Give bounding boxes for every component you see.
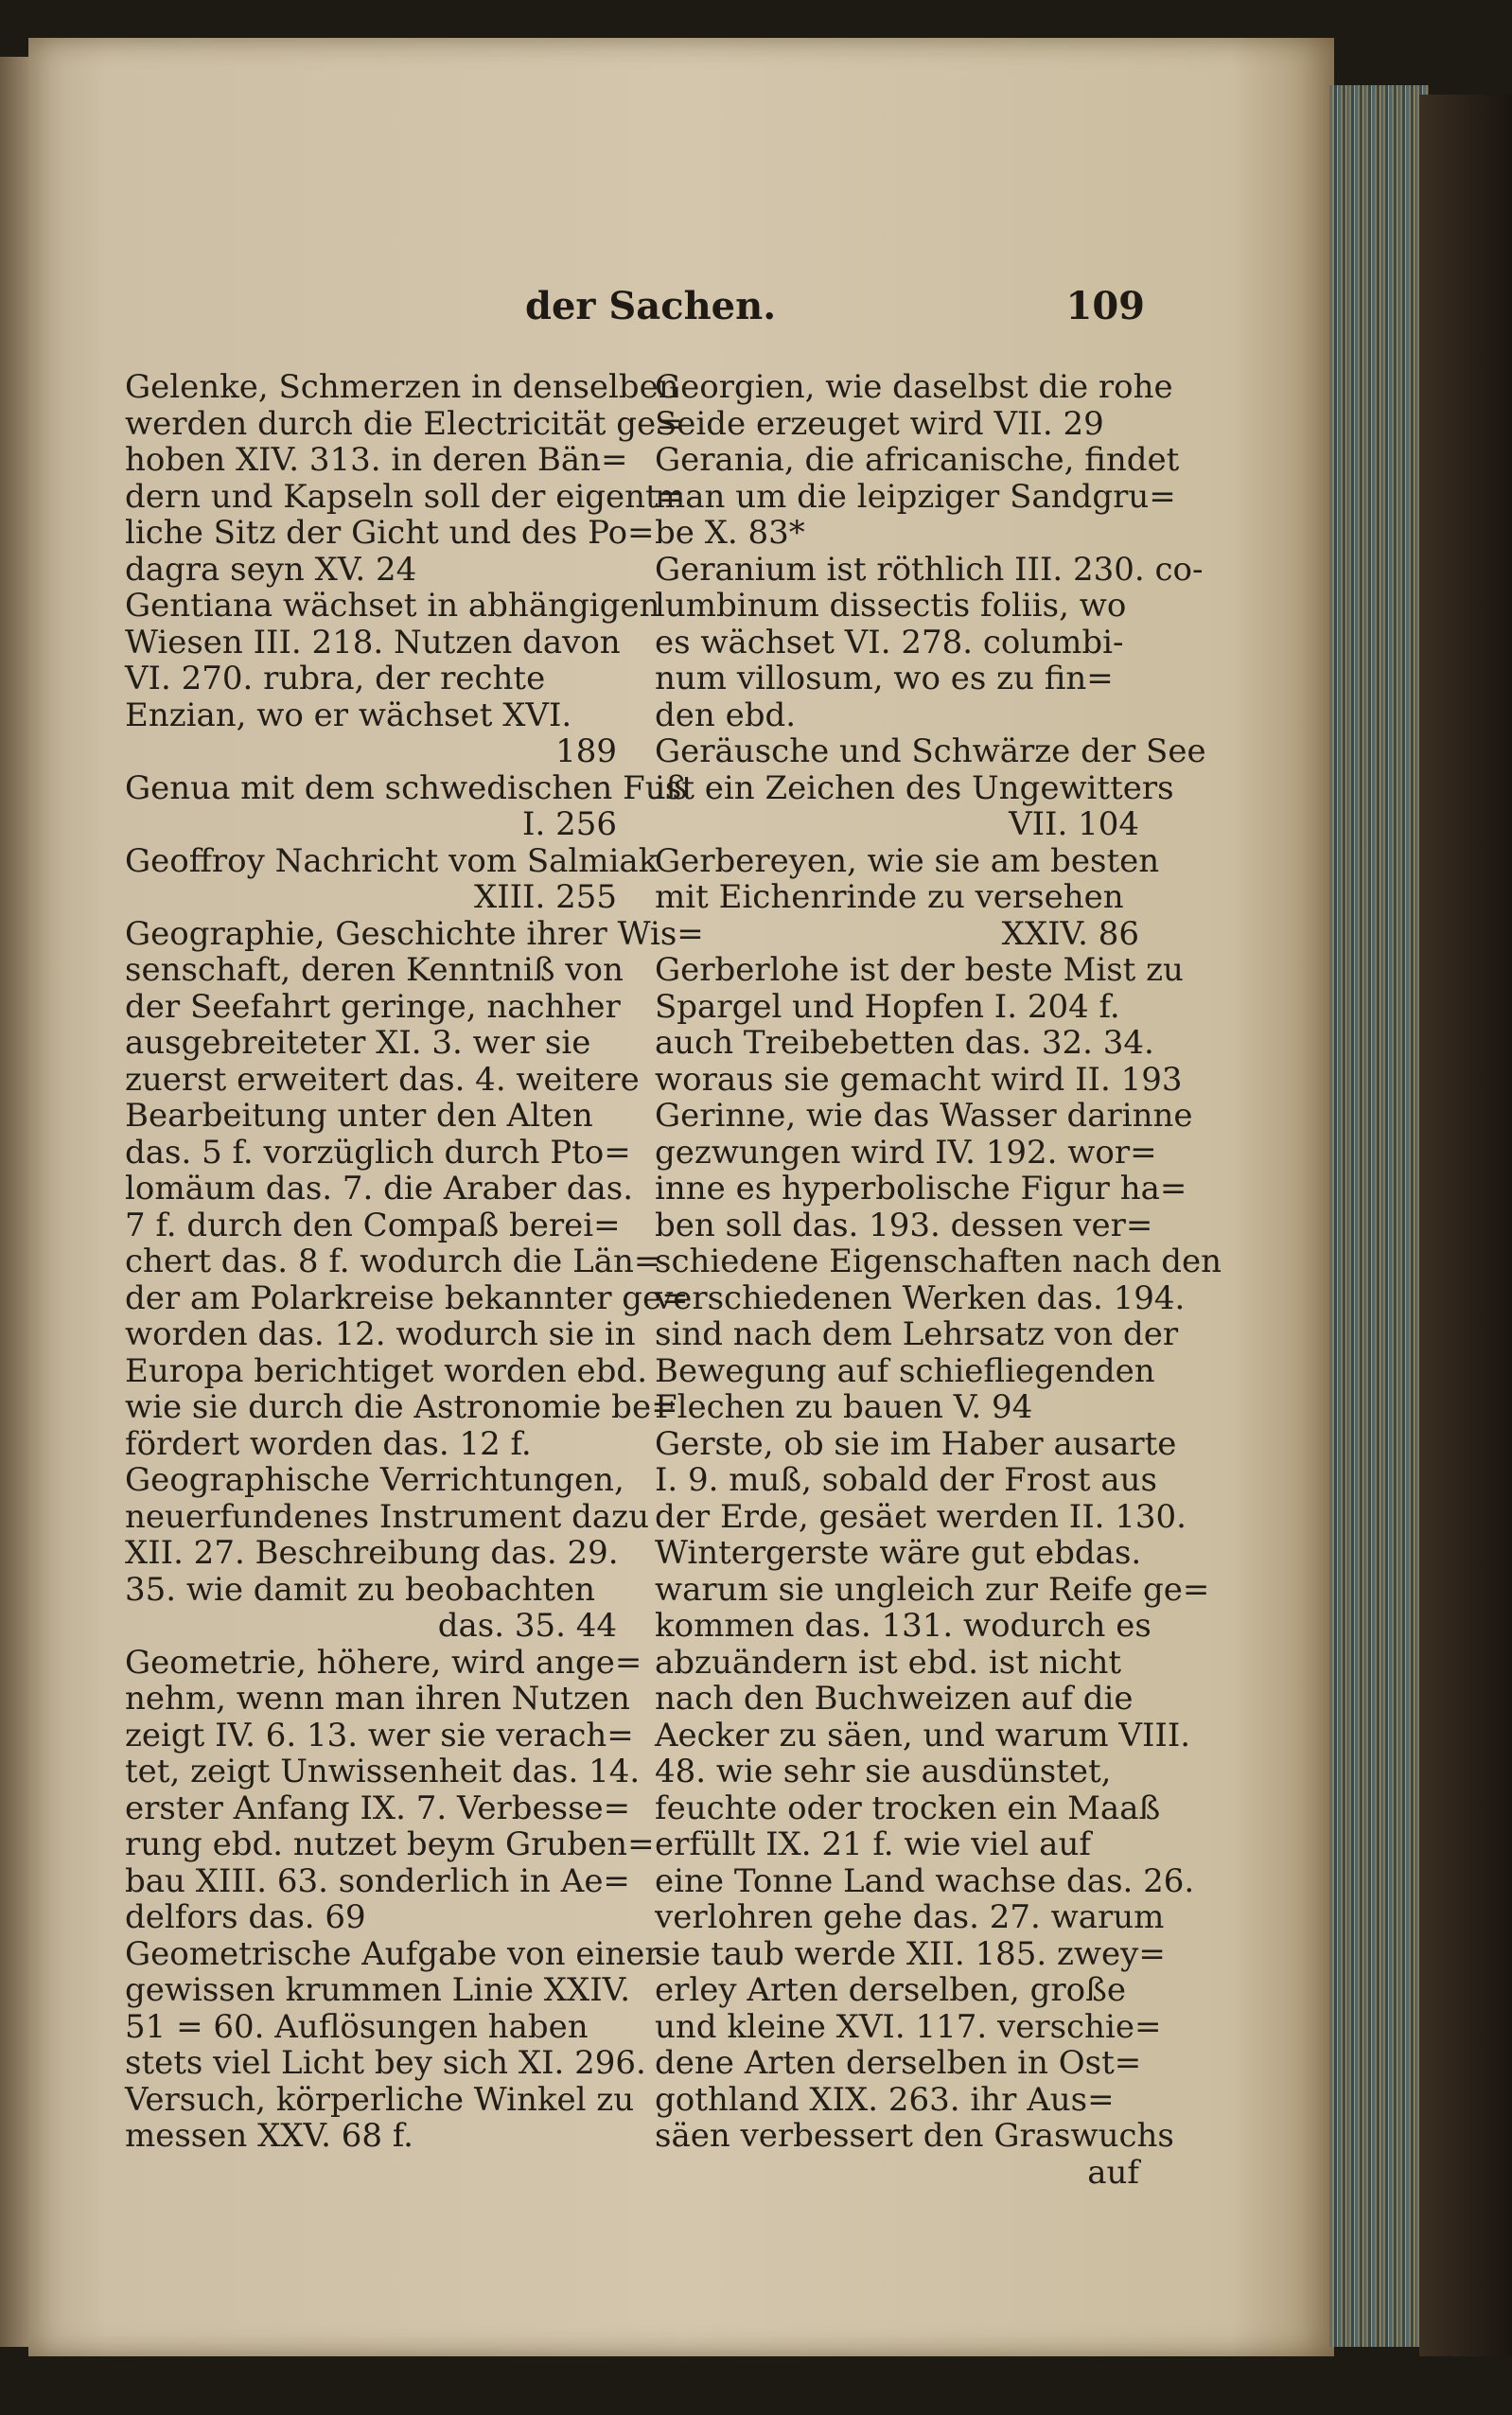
index-line: rung ebd. nutzet beym Gruben= [125, 1825, 655, 1863]
index-line: erster Anfang IX. 7. Verbesse= [125, 1789, 631, 1827]
index-line: gewissen krummen Linie XXIV. [125, 1971, 631, 2009]
index-line: werden durch die Electricität ge= [125, 404, 683, 443]
index-line: ist ein Zeichen des Ungewitters [655, 768, 1174, 807]
index-line: Gerinne, wie das Wasser darinne [655, 1097, 1193, 1135]
index-line: auch Treibebetten das. 32. 34. [655, 1024, 1154, 1062]
index-line: den ebd. [655, 696, 797, 734]
index-line: fördert worden das. 12 f. [125, 1424, 532, 1463]
index-line: be X. 83* [655, 514, 805, 552]
index-line: worden das. 12. wodurch sie in [125, 1315, 636, 1353]
index-line: gezwungen wird IV. 192. wor= [655, 1133, 1157, 1172]
index-line: Geographie, Geschichte ihrer Wis= [125, 914, 704, 953]
index-line: und kleine XVI. 117. verschie= [655, 2007, 1162, 2046]
book-shadow [1419, 95, 1512, 2356]
index-line: dene Arten derselben in Ost= [655, 2044, 1142, 2082]
index-line: sind nach dem Lehrsatz von der [655, 1315, 1179, 1353]
index-line: hoben XIV. 313. in deren Bän= [125, 441, 628, 479]
index-line: 35. wie damit zu beobachten [125, 1570, 596, 1609]
index-line: XII. 27. Beschreibung das. 29. [125, 1534, 619, 1572]
index-line: XIII. 255 [473, 878, 617, 916]
index-line: woraus sie gemacht wird II. 193 [655, 1060, 1183, 1099]
index-line: ben soll das. 193. dessen ver= [655, 1206, 1153, 1244]
index-line: VI. 270. rubra, der rechte [125, 660, 546, 697]
index-line: ausgebreiteter XI. 3. wer sie [125, 1024, 591, 1062]
page-number: 109 [1065, 284, 1145, 328]
index-line: der am Polarkreise bekannter ge= [125, 1278, 689, 1317]
index-line: Geometrie, höhere, wird ange= [125, 1643, 642, 1682]
index-line: Georgien, wie daselbst die rohe [655, 368, 1173, 406]
index-line: stets viel Licht bey sich XI. 296. [125, 2044, 646, 2082]
index-line: 189 [555, 732, 617, 770]
index-line: zuerst erweitert das. 4. weitere [125, 1060, 640, 1099]
book-fore-edge [1329, 85, 1429, 2347]
index-line: abzuändern ist ebd. ist nicht [655, 1643, 1122, 1682]
page-header [128, 284, 1145, 331]
index-line: num villosum, wo es zu fin= [655, 660, 1114, 697]
index-line: säen verbessert den Graswuchs [655, 2117, 1174, 2155]
index-line: warum sie ungleich zur Reife ge= [655, 1570, 1210, 1609]
index-line: erfüllt IX. 21 f. wie viel auf [655, 1825, 1091, 1863]
index-line: nehm, wenn man ihren Nutzen [125, 1680, 630, 1718]
index-line: Genua mit dem schwedischen Fuß [125, 768, 688, 807]
index-line: Gerberlohe ist der beste Mist zu [655, 951, 1184, 989]
index-line: der Erde, gesäet werden II. 130. [655, 1497, 1187, 1536]
index-line: senschaft, deren Kenntniß von [125, 951, 624, 989]
index-line: Geräusche und Schwärze der See [655, 732, 1206, 770]
index-line: Flechen zu bauen V. 94 [655, 1388, 1033, 1426]
index-line: das. 5 f. vorzüglich durch Pto= [125, 1133, 631, 1172]
index-line: lumbinum dissectis foliis, wo [655, 587, 1127, 625]
index-line: Bewegung auf schiefliegenden [655, 1351, 1155, 1390]
index-line: verlohren gehe das. 27. warum [655, 1898, 1165, 1936]
index-line: liche Sitz der Gicht und des Po= [125, 514, 655, 552]
right-column [655, 368, 1222, 2192]
index-line: eine Tonne Land wachse das. 26. [655, 1861, 1195, 1900]
index-line: XXIV. 86 [1001, 914, 1139, 953]
index-line: mit Eichenrinde zu versehen [655, 878, 1124, 916]
index-line: Wiesen III. 218. Nutzen davon [125, 623, 621, 661]
index-line: erley Arten derselben, große [655, 1971, 1126, 2009]
index-line: Gerbereyen, wie sie am besten [655, 841, 1160, 880]
index-line: neuerfundenes Instrument dazu [125, 1497, 649, 1536]
index-line: VII. 104 [1009, 805, 1139, 843]
left-column [125, 368, 704, 2155]
index-line: Enzian, wo er wächset XVI. [125, 696, 572, 734]
index-line: inne es hyperbolische Figur ha= [655, 1170, 1187, 1208]
index-line: 51 = 60. Auflösungen haben [125, 2007, 589, 2046]
index-line: Gerania, die africanische, findet [655, 441, 1180, 479]
index-line: auf [1087, 2153, 1139, 2192]
index-line: delfors das. 69 [125, 1898, 366, 1936]
index-line: dern und Kapseln soll der eigent= [125, 477, 686, 516]
index-line: Geographische Verrichtungen, [125, 1461, 624, 1499]
index-line: dagra seyn XV. 24 [125, 550, 417, 589]
index-line: Geoffroy Nachricht vom Salmiak [125, 841, 659, 880]
index-line: es wächset VI. 278. columbi- [655, 623, 1124, 661]
index-line: Geranium ist röthlich III. 230. co- [655, 550, 1204, 589]
index-line: messen XXV. 68 f. [125, 2117, 413, 2155]
index-line: man um die leipziger Sandgru= [655, 477, 1176, 516]
index-line: 48. wie sehr sie ausdünstet, [655, 1753, 1112, 1790]
index-line: zeigt IV. 6. 13. wer sie verach= [125, 1716, 634, 1754]
index-line: Bearbeitung unter den Alten [125, 1097, 593, 1135]
index-line: nach den Buchweizen auf die [655, 1680, 1134, 1718]
index-line: tet, zeigt Unwissenheit das. 14. [125, 1753, 641, 1790]
index-line: kommen das. 131. wodurch es [655, 1607, 1152, 1645]
index-line: Aecker zu säen, und warum VIII. [655, 1716, 1191, 1754]
index-line: der Seefahrt geringe, nachher [125, 987, 621, 1026]
index-line: schiedene Eigenschaften nach den [655, 1243, 1222, 1280]
index-line: I. 9. muß, sobald der Frost aus [655, 1461, 1157, 1499]
index-line: bau XIII. 63. sonderlich in Ae= [125, 1861, 630, 1900]
index-line: Geometrische Aufgabe von einer [125, 1934, 660, 1973]
index-line: Seide erzeuget wird VII. 29 [655, 404, 1104, 443]
index-line: Gerste, ob sie im Haber ausarte [655, 1424, 1177, 1463]
index-line: verschiedenen Werken das. 194. [655, 1278, 1186, 1317]
index-line: lomäum das. 7. die Araber das. [125, 1170, 634, 1208]
index-line: Wintergerste wäre gut ebdas. [655, 1534, 1142, 1572]
index-line: chert das. 8 f. wodurch die Län= [125, 1243, 661, 1280]
index-line: Europa berichtiget worden ebd. [125, 1351, 648, 1390]
index-line: sie taub werde XII. 185. zwey= [655, 1934, 1166, 1973]
index-line: Spargel und Hopfen I. 204 f. [655, 987, 1120, 1026]
index-line: Versuch, körperliche Winkel zu [125, 2080, 635, 2119]
running-title: der Sachen. [525, 284, 777, 328]
index-line: 7 f. durch den Compaß berei= [125, 1206, 621, 1244]
index-line: gothland XIX. 263. ihr Aus= [655, 2080, 1115, 2119]
index-line: Gentiana wächset in abhängigen [125, 587, 660, 625]
index-line: Gelenke, Schmerzen in denselben [125, 368, 679, 406]
index-line: feuchte oder trocken ein Maaß [655, 1789, 1161, 1827]
index-line: I. 256 [522, 805, 617, 843]
index-line: das. 35. 44 [437, 1607, 617, 1645]
index-line: wie sie durch die Astronomie be= [125, 1388, 678, 1426]
